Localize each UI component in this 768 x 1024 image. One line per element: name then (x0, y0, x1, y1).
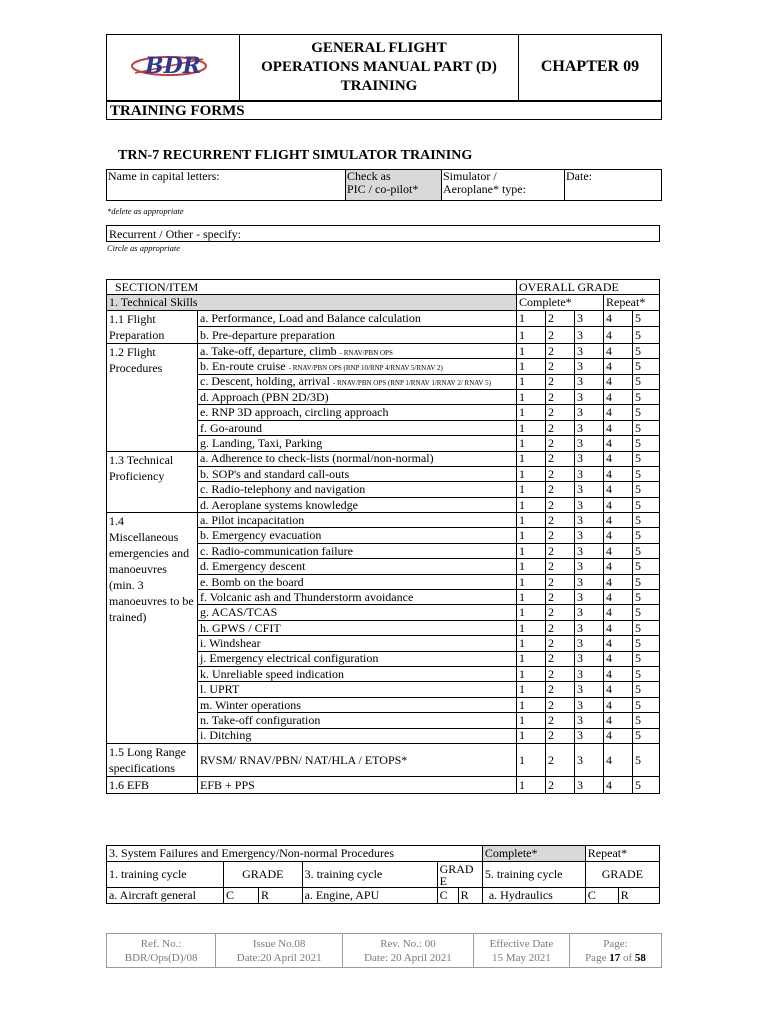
grade-option[interactable]: 2 (546, 405, 575, 420)
grade-option[interactable]: 1 (517, 528, 546, 543)
grade-option[interactable]: 2 (546, 697, 575, 712)
circle-note: Circle as appropriate (107, 243, 181, 253)
logo-cell (107, 35, 240, 101)
grade-option[interactable]: 3 (575, 513, 604, 528)
grade-option[interactable]: 4 (604, 636, 633, 651)
grade-option[interactable]: 1 (517, 451, 546, 466)
item-label: g. Landing, Taxi, Parking (198, 436, 517, 451)
grade-option[interactable]: 5 (633, 343, 660, 358)
grade-option[interactable]: 2 (546, 466, 575, 481)
grade-option[interactable]: 3 (575, 713, 604, 728)
grade-option[interactable]: 1 (517, 482, 546, 497)
grade-option[interactable]: 5 (633, 543, 660, 558)
grade-option[interactable]: 2 (546, 497, 575, 512)
table-row (107, 743, 660, 776)
grade-option[interactable]: 4 (604, 574, 633, 589)
grade-option[interactable]: 1 (517, 436, 546, 451)
category-label: 1.6 EFB (107, 776, 198, 793)
grade-option[interactable]: 4 (604, 327, 633, 344)
grade-option[interactable]: 4 (604, 666, 633, 681)
grade-option[interactable]: 3 (575, 776, 604, 793)
c-box[interactable]: C (224, 888, 259, 904)
grade-option[interactable]: 4 (604, 343, 633, 358)
grade-option[interactable]: 5 (633, 359, 660, 374)
row-engine-apu: a. Engine, APU (302, 888, 437, 904)
cycle3-label: 3. training cycle (302, 862, 437, 888)
item-label: a. Performance, Load and Balance calculation (198, 310, 517, 327)
grade-option[interactable]: 1 (517, 574, 546, 589)
grade-option[interactable]: 3 (575, 728, 604, 743)
footer-table (106, 933, 662, 968)
item-label: a. Adherence to check-lists (normal/non-normal) (198, 451, 517, 466)
item-label: EFB + PPS (198, 776, 517, 793)
grade-option[interactable]: 4 (604, 389, 633, 404)
grade-option[interactable]: 5 (633, 697, 660, 712)
grade-option[interactable]: 2 (546, 374, 575, 389)
grade-option[interactable]: 5 (633, 620, 660, 635)
grade-option[interactable]: 3 (575, 466, 604, 481)
grade-option[interactable]: 3 (575, 420, 604, 435)
c-box[interactable]: C (585, 888, 618, 904)
item-label: e. RNP 3D approach, circling approach (198, 405, 517, 420)
grade-option[interactable]: 5 (633, 374, 660, 389)
complete-header: Complete* (517, 295, 604, 310)
grade-option[interactable]: 5 (633, 466, 660, 481)
grade-option[interactable]: 3 (575, 389, 604, 404)
r-box[interactable]: R (259, 888, 303, 904)
date-field[interactable]: Date: (565, 170, 662, 201)
grade-option[interactable]: 2 (546, 327, 575, 344)
item-label: c. Radio-telephony and navigation (198, 482, 517, 497)
grade-option[interactable]: 3 (575, 743, 604, 776)
grade-option[interactable]: 3 (575, 666, 604, 681)
grade-option[interactable]: 1 (517, 776, 546, 793)
tech-skills-row (107, 295, 660, 310)
r-box[interactable]: R (458, 888, 482, 904)
item-label: l. UPRT (198, 682, 517, 697)
grade-option[interactable]: 5 (633, 728, 660, 743)
item-label: i. Windshear (198, 636, 517, 651)
item-label: h. GPWS / CFIT (198, 620, 517, 635)
grade-option[interactable]: 4 (604, 405, 633, 420)
row-aircraft-general: a. Aircraft general (107, 888, 224, 904)
grade-option[interactable]: 2 (546, 666, 575, 681)
grade-option[interactable]: 3 (575, 482, 604, 497)
r-box[interactable]: R (618, 888, 659, 904)
grade-option[interactable]: 1 (517, 697, 546, 712)
category-label: 1.4 Miscellaneous emergencies and manoeuvres (min. 3 manoeuvres to be trained) (107, 513, 198, 744)
item-label: b. SOP's and standard call-outs (198, 466, 517, 481)
item-label: g. ACAS/TCAS (198, 605, 517, 620)
grade-option[interactable]: 5 (633, 776, 660, 793)
grade-option[interactable]: 2 (546, 528, 575, 543)
grade-option[interactable]: 3 (575, 359, 604, 374)
footer-ref: Ref. No.: BDR/Ops(D)/08 (107, 934, 216, 968)
grade-option[interactable]: 2 (546, 574, 575, 589)
grade-option[interactable]: 4 (604, 697, 633, 712)
grade-option[interactable]: 1 (517, 636, 546, 651)
table-header-row (107, 280, 660, 295)
grade-option[interactable]: 4 (604, 359, 633, 374)
grade-option[interactable]: 5 (633, 574, 660, 589)
grade-option[interactable]: 2 (546, 559, 575, 574)
item-label: f. Volcanic ash and Thunderstorm avoidance (198, 590, 517, 605)
grade-option[interactable]: 2 (546, 543, 575, 558)
company-logo (125, 45, 221, 85)
delete-note: *delete as appropriate (107, 206, 184, 216)
grade-option[interactable]: 2 (546, 743, 575, 776)
grade-option[interactable]: 5 (633, 682, 660, 697)
grade-option[interactable]: 1 (517, 513, 546, 528)
item-label: e. Bomb on the board (198, 574, 517, 589)
logo-text: BDR (145, 53, 201, 80)
systems-table (106, 845, 660, 904)
grade-option[interactable]: 1 (517, 327, 546, 344)
grade-option[interactable]: 3 (575, 574, 604, 589)
manual-title: GENERAL FLIGHT OPERATIONS MANUAL PART (D) TRAINING (240, 35, 519, 101)
grade-option[interactable]: 3 (575, 451, 604, 466)
grade-option[interactable]: 4 (604, 374, 633, 389)
cycle1-label: 1. training cycle (107, 862, 224, 888)
item-label: d. Approach (PBN 2D/3D) (198, 389, 517, 404)
grade-option[interactable]: 4 (604, 420, 633, 435)
grade-option[interactable]: 3 (575, 559, 604, 574)
grade-option[interactable]: 2 (546, 620, 575, 635)
grade-option[interactable]: 2 (546, 436, 575, 451)
grade-option[interactable]: 1 (517, 559, 546, 574)
grade-option[interactable]: 2 (546, 451, 575, 466)
grade-option[interactable]: 3 (575, 436, 604, 451)
grade-option[interactable]: 1 (517, 543, 546, 558)
repeat-header: Repeat* (604, 295, 660, 310)
grade-option[interactable]: 1 (517, 620, 546, 635)
table-row (107, 451, 660, 466)
table-row (107, 343, 660, 358)
grade-option[interactable]: 2 (546, 359, 575, 374)
grade-option[interactable]: 2 (546, 776, 575, 793)
systems-complete: Complete* (482, 846, 585, 862)
grade-option[interactable]: 3 (575, 327, 604, 344)
grade-option[interactable]: 4 (604, 651, 633, 666)
grade-option[interactable]: 4 (604, 728, 633, 743)
grade-option[interactable]: 2 (546, 513, 575, 528)
grade-option[interactable]: 4 (604, 776, 633, 793)
grade-option[interactable]: 5 (633, 528, 660, 543)
grade-option[interactable]: 1 (517, 405, 546, 420)
grade-option[interactable]: 1 (517, 420, 546, 435)
grade-option[interactable]: 3 (575, 343, 604, 358)
grade-option[interactable]: 3 (575, 405, 604, 420)
grade-option[interactable]: 5 (633, 310, 660, 327)
grade-option[interactable]: 2 (546, 310, 575, 327)
grade-option[interactable]: 5 (633, 405, 660, 420)
grade-option[interactable]: 3 (575, 590, 604, 605)
grade-option[interactable]: 5 (633, 451, 660, 466)
item-label: n. Take-off configuration (198, 713, 517, 728)
grade-option[interactable]: 1 (517, 713, 546, 728)
cycle1-grade: GRADE (224, 862, 303, 888)
grade-option[interactable]: 5 (633, 590, 660, 605)
item-label: m. Winter operations (198, 697, 517, 712)
systems-repeat: Repeat* (585, 846, 659, 862)
grade-option[interactable]: 2 (546, 605, 575, 620)
table-row (107, 310, 660, 327)
item-label: d. Emergency descent (198, 559, 517, 574)
grade-option[interactable]: 3 (575, 620, 604, 635)
grade-option[interactable]: 1 (517, 666, 546, 681)
grade-option[interactable]: 4 (604, 310, 633, 327)
category-label: 1.5 Long Range specifications (107, 743, 198, 776)
grade-option[interactable]: 1 (517, 343, 546, 358)
grade-option[interactable]: 3 (575, 636, 604, 651)
grade-option[interactable]: 2 (546, 713, 575, 728)
grade-option[interactable]: 1 (517, 743, 546, 776)
grade-option[interactable]: 2 (546, 590, 575, 605)
grade-option[interactable]: 4 (604, 497, 633, 512)
grade-option[interactable]: 1 (517, 728, 546, 743)
grade-option[interactable]: 3 (575, 651, 604, 666)
grade-option[interactable]: 2 (546, 343, 575, 358)
grade-option[interactable]: 3 (575, 374, 604, 389)
grade-option[interactable]: 1 (517, 359, 546, 374)
category-label: 1.3 Technical Proficiency (107, 451, 198, 513)
grade-option[interactable]: 1 (517, 497, 546, 512)
grade-option[interactable]: 3 (575, 605, 604, 620)
item-label: d. Aeroplane systems knowledge (198, 497, 517, 512)
grade-option[interactable]: 2 (546, 651, 575, 666)
grade-option[interactable]: 1 (517, 310, 546, 327)
table-row (107, 513, 660, 528)
item-label: f. Go-around (198, 420, 517, 435)
grade-option[interactable]: 5 (633, 605, 660, 620)
assessment-table (106, 279, 660, 794)
footer-issue: Issue No.08 Date:20 April 2021 (216, 934, 343, 968)
name-field[interactable]: Name in capital letters: (107, 170, 346, 201)
form-title: TRN-7 RECURRENT FLIGHT SIMULATOR TRAINING (118, 148, 473, 163)
grade-option[interactable]: 2 (546, 636, 575, 651)
overall-grade-header: OVERALL GRADE (517, 280, 660, 295)
cycle5-grade: GRADE (585, 862, 659, 888)
grade-option[interactable]: 4 (604, 559, 633, 574)
cycle3-grade: GRAD E (437, 862, 482, 888)
section-title: TRAINING FORMS (106, 101, 662, 120)
item-label: i. Ditching (198, 728, 517, 743)
grade-option[interactable]: 4 (604, 451, 633, 466)
grade-option[interactable]: 5 (633, 389, 660, 404)
grade-option[interactable]: 5 (633, 420, 660, 435)
item-label: j. Emergency electrical configuration (198, 651, 517, 666)
grade-option[interactable]: 2 (546, 389, 575, 404)
item-label: a. Pilot incapacitation (198, 513, 517, 528)
systems-title: 3. System Failures and Emergency/Non-normal Procedures (107, 846, 483, 862)
grade-option[interactable]: 5 (633, 713, 660, 728)
grade-option[interactable]: 1 (517, 466, 546, 481)
item-label: b. Pre-departure preparation (198, 327, 517, 344)
grade-option[interactable]: 2 (546, 420, 575, 435)
recurrent-field[interactable]: Recurrent / Other - specify: (106, 225, 660, 242)
chapter-label: CHAPTER 09 (519, 35, 662, 101)
grade-option[interactable]: 4 (604, 620, 633, 635)
item-label: b. En-route cruise - RNAV/PBN OPS (RNP 10/RNP 4/RNAV 5/RNAV 2) (198, 359, 517, 374)
tech-skills-label: 1. Technical Skills (107, 295, 517, 310)
grade-option[interactable]: 5 (633, 636, 660, 651)
grade-option[interactable]: 3 (575, 543, 604, 558)
grade-option[interactable]: 5 (633, 513, 660, 528)
grade-option[interactable]: 5 (633, 651, 660, 666)
item-label: RVSM/ RNAV/PBN/ NAT/HLA / ETOPS* (198, 743, 517, 776)
grade-option[interactable]: 1 (517, 682, 546, 697)
grade-option[interactable]: 4 (604, 466, 633, 481)
info-table (106, 169, 662, 201)
grade-option[interactable]: 1 (517, 605, 546, 620)
grade-option[interactable]: 3 (575, 528, 604, 543)
grade-option[interactable]: 1 (517, 590, 546, 605)
item-label: a. Take-off, departure, climb - RNAV/PBN OPS (198, 343, 517, 358)
item-label: k. Unreliable speed indication (198, 666, 517, 681)
cycle5-label: 5. training cycle (482, 862, 585, 888)
grade-option[interactable]: 3 (575, 697, 604, 712)
grade-option[interactable]: 2 (546, 728, 575, 743)
grade-option[interactable]: 4 (604, 528, 633, 543)
row-hydraulics: a. Hydraulics (482, 888, 585, 904)
header-table (106, 34, 662, 101)
grade-option[interactable]: 4 (604, 743, 633, 776)
c-box[interactable]: C (437, 888, 458, 904)
grade-option[interactable]: 1 (517, 389, 546, 404)
item-label: c. Descent, holding, arrival - RNAV/PBN OPS (RNP 1/RNAV 1/RNAV 2/ RNAV 5) (198, 374, 517, 389)
grade-option[interactable]: 3 (575, 497, 604, 512)
grade-option[interactable]: 2 (546, 482, 575, 497)
grade-option[interactable]: 4 (604, 605, 633, 620)
grade-option[interactable]: 5 (633, 497, 660, 512)
grade-option[interactable]: 4 (604, 543, 633, 558)
grade-option[interactable]: 2 (546, 682, 575, 697)
footer-rev: Rev. No.: 00 Date: 20 April 2021 (343, 934, 474, 968)
grade-option[interactable]: 3 (575, 682, 604, 697)
grade-option[interactable]: 3 (575, 310, 604, 327)
check-as-field[interactable]: Check as PIC / co-pilot* (346, 170, 442, 201)
item-label: b. Emergency evacuation (198, 528, 517, 543)
grade-option[interactable]: 4 (604, 513, 633, 528)
grade-option[interactable]: 1 (517, 651, 546, 666)
grade-option[interactable]: 5 (633, 436, 660, 451)
category-label: 1.1 Flight Preparation (107, 310, 198, 343)
footer-page: Page: Page 17 of 58 (569, 934, 661, 968)
grade-option[interactable]: 5 (633, 559, 660, 574)
grade-option[interactable]: 5 (633, 482, 660, 497)
grade-option[interactable]: 4 (604, 682, 633, 697)
table-row (107, 776, 660, 793)
grade-option[interactable]: 1 (517, 374, 546, 389)
section-item-header: SECTION/ITEM (107, 280, 517, 295)
aircraft-type-field[interactable]: Simulator / Aeroplane* type: (442, 170, 565, 201)
item-label: c. Radio-communication failure (198, 543, 517, 558)
grade-option[interactable]: 4 (604, 713, 633, 728)
grade-option[interactable]: 5 (633, 666, 660, 681)
category-label: 1.2 Flight Procedures (107, 343, 198, 451)
grade-option[interactable]: 4 (604, 436, 633, 451)
footer-effective: Effective Date 15 May 2021 (473, 934, 569, 968)
grade-option[interactable]: 5 (633, 327, 660, 344)
grade-option[interactable]: 5 (633, 743, 660, 776)
grade-option[interactable]: 4 (604, 482, 633, 497)
grade-option[interactable]: 4 (604, 590, 633, 605)
